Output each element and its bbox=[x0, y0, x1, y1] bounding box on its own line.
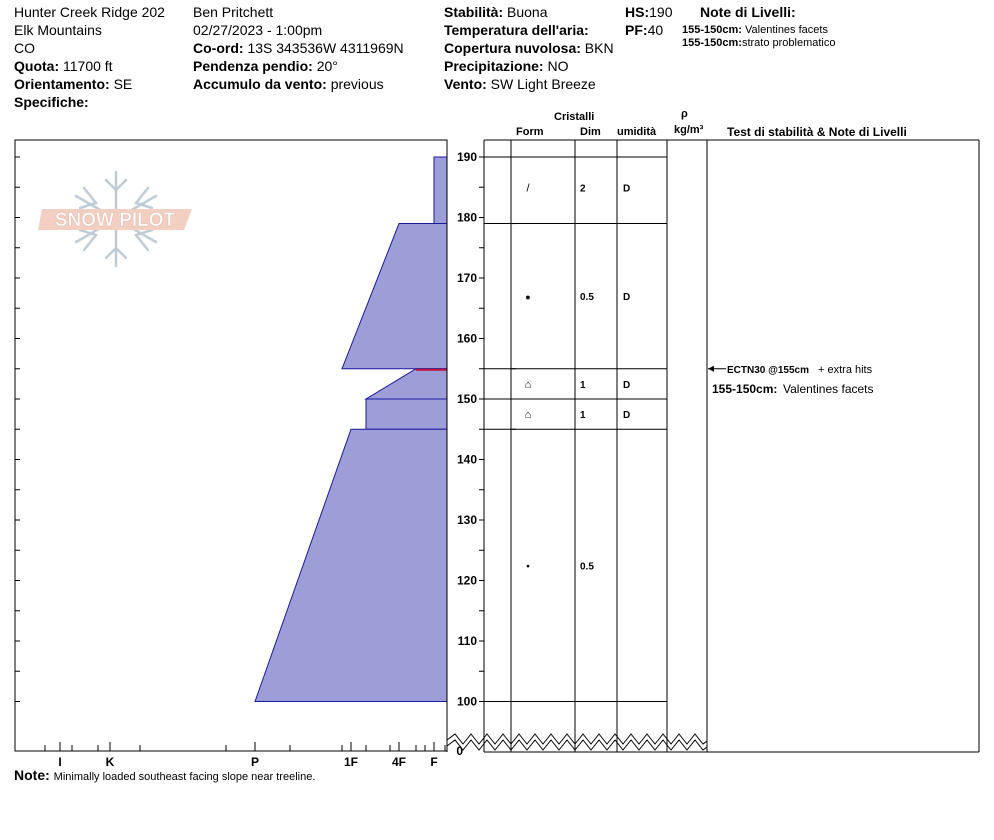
precip-label: Precipitazione: bbox=[444, 58, 544, 74]
hardness-axis bbox=[45, 742, 445, 769]
chart-layer-note-range-1: 155-150cm: bbox=[712, 382, 778, 396]
grain-size-4: 1 bbox=[580, 410, 586, 422]
layer-note-1-range: 155-150cm: bbox=[682, 24, 742, 36]
moisture-4: D bbox=[623, 410, 631, 422]
grain-form-5: • bbox=[526, 561, 530, 573]
elevation-label: Quota: bbox=[14, 58, 60, 74]
grain-size-5: 0.5 bbox=[580, 561, 594, 573]
moisture-1: D bbox=[623, 183, 631, 195]
depth-label: 100 bbox=[456, 694, 477, 709]
layer-notes-label: Note di Livelli: bbox=[700, 4, 796, 20]
depth-label: 180 bbox=[456, 210, 477, 225]
stability-test-1: ECTN30 @155cm bbox=[727, 364, 810, 376]
coord-label: Co-ord: bbox=[193, 40, 244, 56]
cloud-label: Copertura nuvolosa: bbox=[444, 40, 581, 56]
crystals-header: Cristalli bbox=[554, 111, 595, 123]
precip-value: NO bbox=[547, 58, 569, 74]
hardness-layer-1 bbox=[434, 157, 447, 224]
depth-label: 130 bbox=[456, 513, 477, 527]
aspect-label: Orientamento: bbox=[14, 76, 110, 92]
slope-label: Pendenza pendio: bbox=[193, 58, 313, 74]
chart-layer-note-text-1: Valentines facets bbox=[783, 382, 874, 396]
depth-label: 150 bbox=[456, 392, 477, 406]
depth-axis bbox=[447, 140, 484, 758]
grain-form-2: ● bbox=[525, 292, 531, 303]
test-arrow-icon bbox=[708, 366, 714, 372]
wind-value: SW Light Breeze bbox=[490, 76, 596, 92]
specifics-label: Specifiche: bbox=[14, 94, 89, 110]
hardness-layer-4 bbox=[366, 399, 447, 429]
hardness-layer-5 bbox=[255, 429, 447, 701]
tests-header: Test di stabilità & Note di Livelli bbox=[727, 125, 907, 139]
rho-header: ρ bbox=[681, 108, 688, 120]
form-header: Form bbox=[516, 126, 544, 138]
coord-value: 13S 343536W 4311969N bbox=[247, 40, 404, 56]
hardness-label-i: I bbox=[58, 755, 62, 769]
grain-form-3: ⌂ bbox=[524, 378, 532, 391]
observer-name: Ben Pritchett bbox=[193, 4, 274, 20]
wind-loading-value: previous bbox=[330, 76, 384, 92]
left-depth-ticks bbox=[15, 157, 20, 702]
hardness-label-1f: 1F bbox=[343, 755, 359, 769]
layer-note-2-range: 155-150cm: bbox=[682, 37, 742, 49]
state: CO bbox=[14, 40, 35, 56]
axis-break-icon bbox=[447, 734, 707, 750]
stability-test-notes bbox=[708, 364, 874, 396]
depth-label: 120 bbox=[456, 573, 477, 588]
elevation-value: 11700 ft bbox=[63, 58, 113, 74]
hardness-profile bbox=[255, 157, 447, 702]
moisture-2: D bbox=[623, 292, 631, 304]
hs-value: 190 bbox=[649, 4, 673, 20]
depth-label: 110 bbox=[457, 634, 477, 648]
grain-size-1: 2 bbox=[580, 183, 586, 195]
mountain-range: Elk Mountains bbox=[14, 22, 102, 38]
grain-size-2: 0.5 bbox=[580, 292, 594, 304]
depth-label: 190 bbox=[456, 150, 477, 164]
location-name: Hunter Creek Ridge 202 bbox=[14, 4, 165, 20]
density-unit-header: kg/m³ bbox=[674, 124, 704, 136]
grain-form-1: / bbox=[526, 182, 530, 195]
note-label: Note: bbox=[14, 767, 50, 783]
hardness-layer-2 bbox=[342, 224, 447, 369]
slope-value: 20° bbox=[316, 58, 338, 74]
depth-label: 170 bbox=[456, 271, 477, 285]
moisture-header: umidità bbox=[617, 126, 657, 138]
depth-label: 160 bbox=[456, 331, 477, 346]
note bbox=[14, 767, 315, 783]
snowpilot-logo-icon bbox=[38, 172, 192, 266]
hardness-label-f: F bbox=[430, 755, 438, 769]
stability-label: Stabilità: bbox=[444, 4, 504, 20]
grain-form-4: ⌂ bbox=[524, 409, 532, 422]
depth-label: 140 bbox=[456, 452, 477, 467]
stability-test-note-1: + extra hits bbox=[818, 363, 873, 376]
size-header: Dim bbox=[580, 126, 601, 138]
wind-label: Vento: bbox=[444, 76, 487, 92]
date-time: 02/27/2023 - 1:00pm bbox=[193, 22, 323, 38]
layer-note-1-text: Valentines facets bbox=[745, 24, 828, 36]
hs-label: HS: bbox=[625, 4, 650, 20]
cloud-value: BKN bbox=[584, 40, 614, 56]
moisture-3: D bbox=[623, 379, 631, 391]
hardness-label-4f: 4F bbox=[391, 755, 407, 769]
wind-loading-label: Accumulo da vento: bbox=[193, 76, 327, 92]
hardness-label-k: K bbox=[105, 755, 115, 769]
air-temp-label: Temperatura dell'aria: bbox=[444, 22, 589, 38]
aspect-value: SE bbox=[113, 76, 133, 92]
logo-text: SNOW PILOT bbox=[54, 210, 176, 231]
layer-note-2-text: strato problematico bbox=[741, 37, 836, 49]
depth-label-zero: 0 bbox=[456, 744, 463, 758]
grain-size-3: 1 bbox=[580, 379, 586, 391]
hardness-layer-3 bbox=[366, 369, 447, 399]
note-text: Minimally loaded southeast facing slope near treeline. bbox=[53, 771, 316, 783]
pf-value: 40 bbox=[647, 22, 664, 38]
hardness-label-p: P bbox=[250, 755, 260, 769]
pf-label: PF: bbox=[625, 22, 648, 38]
layer-rows bbox=[525, 182, 631, 572]
stability-value: Buona bbox=[507, 4, 548, 20]
layer-table-grid bbox=[484, 140, 979, 752]
